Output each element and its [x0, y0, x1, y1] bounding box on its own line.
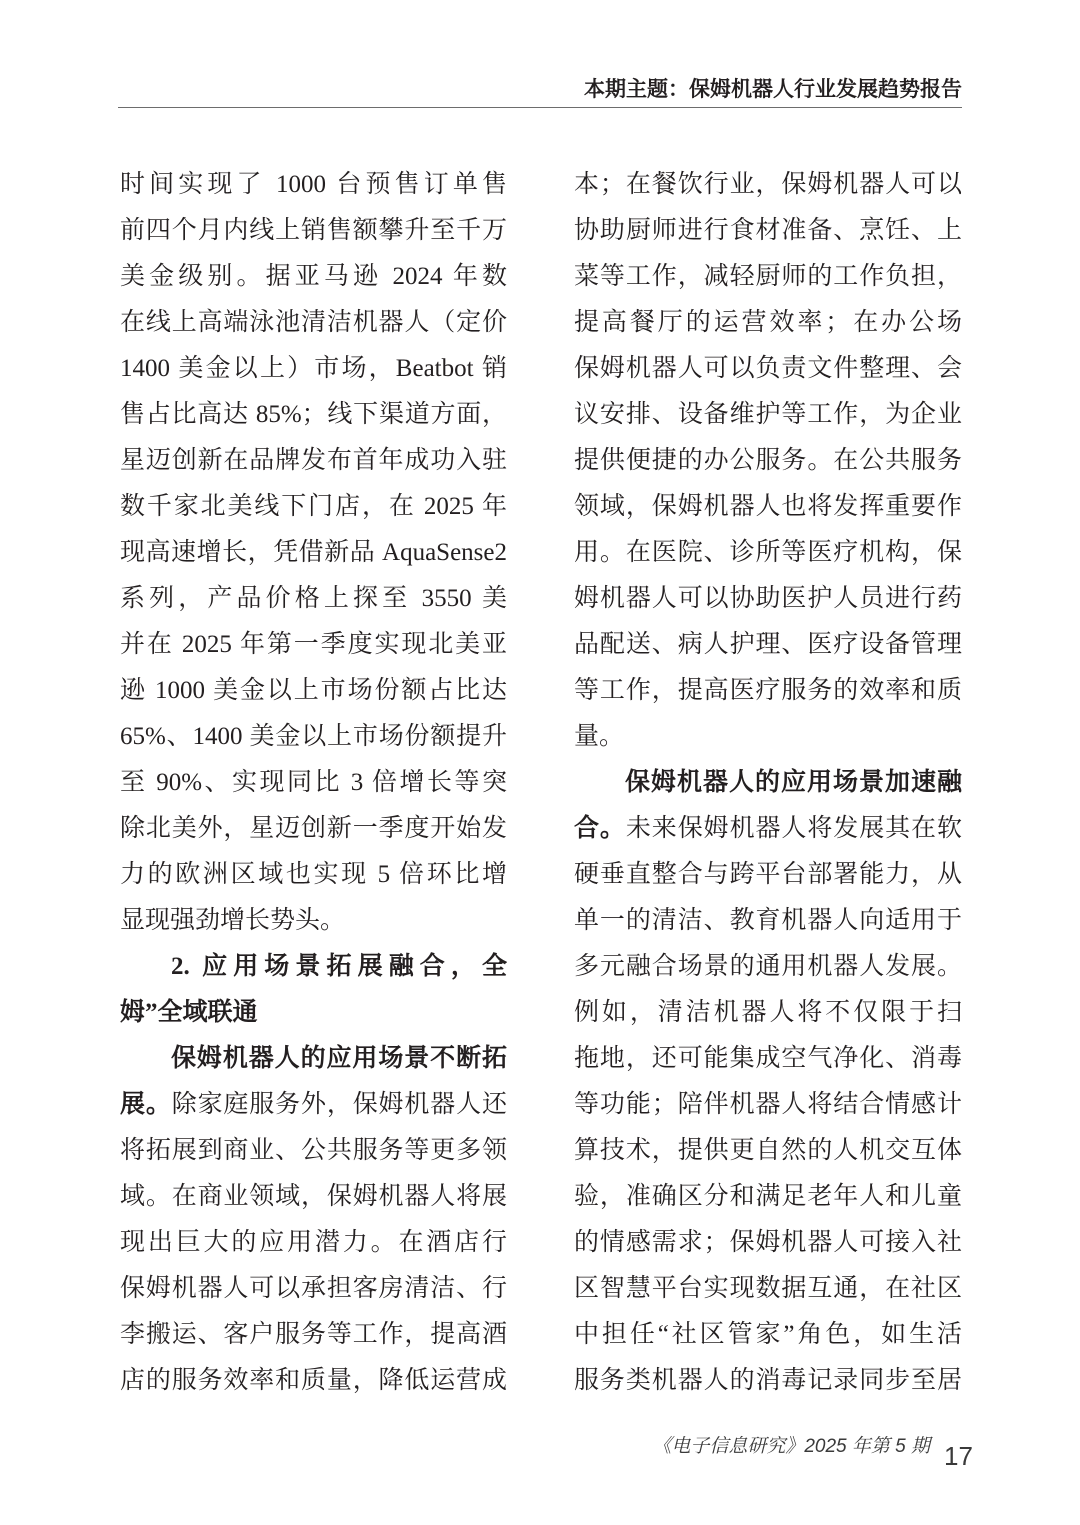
text-run: 将拓展到商业、公共服务等更多领: [120, 1137, 507, 1164]
text-run: 中担任“社区管家”角色，如生活: [574, 1321, 962, 1348]
text-line: [120, 1036, 507, 1082]
text-line: [574, 1266, 962, 1312]
text-line: [120, 484, 507, 530]
header-divider: [118, 107, 962, 108]
text-line: [120, 530, 507, 576]
text-run: 单一的清洁、教育机器人向适用于: [574, 907, 962, 934]
text-run: 前四个月内线上销售额攀升至千万: [120, 217, 507, 244]
text-run: 系列，产品价格上探至 3550 美: [120, 585, 507, 612]
text-line: [574, 760, 962, 806]
text-line: [574, 898, 962, 944]
text-run: 本；在餐饮行业，保姆机器人可以: [574, 171, 962, 198]
text-run: 星迈创新在品牌发布首年成功入驻: [120, 447, 507, 474]
right-text-column: [574, 162, 962, 1404]
text-line: [120, 944, 507, 990]
text-run: 用。在医院、诊所等医疗机构，保: [574, 539, 962, 566]
text-line: [120, 346, 507, 392]
text-run: 提高餐厅的运营效率；在办公场: [574, 309, 962, 336]
text-run: 除北美外，星迈创新一季度开始发: [120, 815, 507, 842]
text-line: [574, 852, 962, 898]
text-run: 领域，保姆机器人也将发挥重要作: [574, 493, 962, 520]
text-line: [574, 530, 962, 576]
text-line: [574, 438, 962, 484]
text-run: 店的服务效率和质量，降低运营成: [120, 1367, 507, 1394]
text-line: [120, 760, 507, 806]
text-run: 例如，清洁机器人将不仅限于扫: [574, 999, 962, 1026]
text-line: [120, 622, 507, 668]
text-run: 显现强劲增长势头。: [120, 907, 346, 934]
text-line: [574, 944, 962, 990]
text-run: 李搬运、客户服务等工作，提高酒: [120, 1321, 507, 1348]
text-run: 议安排、设备维护等工作，为企业: [574, 401, 962, 428]
text-line: [120, 392, 507, 438]
text-line: [574, 1082, 962, 1128]
text-line: [120, 1358, 507, 1404]
text-line: [574, 1358, 962, 1404]
text-run: 保姆机器人可以负责文件整理、会: [574, 355, 962, 382]
text-line: [120, 898, 507, 944]
bold-text-run: 2. 应用场景拓展融合，全: [171, 953, 507, 980]
text-run: 在线上高端泳池清洁机器人（定价: [120, 309, 507, 336]
text-line: [120, 438, 507, 484]
text-run: 65%、1400 美金以上市场份额提升: [120, 723, 507, 750]
text-run: 协助厨师进行食材准备、烹饪、上: [574, 217, 962, 244]
text-line: [574, 1220, 962, 1266]
text-line: [574, 392, 962, 438]
text-line: [574, 300, 962, 346]
text-line: [120, 1220, 507, 1266]
text-line: [574, 1128, 962, 1174]
text-line: [574, 806, 962, 852]
text-run: 域。在商业领域，保姆机器人将展: [120, 1183, 507, 1210]
text-line: [120, 1312, 507, 1358]
text-line: [574, 1036, 962, 1082]
text-run: 等工作，提高医疗服务的效率和质: [574, 677, 962, 704]
text-run: 菜等工作，减轻厨师的工作负担，: [574, 263, 962, 290]
text-run: 数千家北美线下门店，在 2025 年: [120, 493, 507, 520]
text-line: [120, 990, 507, 1036]
text-line: [574, 1312, 962, 1358]
text-line: [120, 208, 507, 254]
text-line: [120, 668, 507, 714]
journal-issue-footer: 《电子信息研究》2025 年第 5 期: [652, 1436, 930, 1457]
text-run: 1400 美金以上）市场，Beatbot 销: [120, 355, 507, 382]
text-line: [120, 1174, 507, 1220]
text-run: 服务类机器人的消毒记录同步至居: [574, 1367, 962, 1394]
text-run: 的情感需求；保姆机器人可接入社: [574, 1229, 962, 1256]
text-run: 并在 2025 年第一季度实现北美亚: [120, 631, 507, 658]
text-run: 姆机器人可以协助医护人员进行药: [574, 585, 962, 612]
text-run: 逊 1000 美金以上市场份额占比达: [120, 677, 507, 704]
text-line: [120, 714, 507, 760]
text-run: 多元融合场景的通用机器人发展。: [574, 953, 962, 980]
text-run: 区智慧平台实现数据互通，在社区: [574, 1275, 962, 1302]
text-run: 品配送、病人护理、医疗设备管理: [574, 631, 962, 658]
text-run: 美金级别。据亚马逊 2024 年数: [120, 263, 507, 290]
text-line: [574, 162, 962, 208]
bold-text-run: 展。: [120, 1091, 172, 1118]
text-run: 未来保姆机器人将发展其在软: [625, 815, 962, 842]
left-text-column: [120, 162, 507, 1404]
running-header-title: 本期主题：保姆机器人行业发展趋势报告: [584, 78, 962, 101]
text-line: [574, 714, 962, 760]
text-line: [120, 576, 507, 622]
text-line: [120, 1128, 507, 1174]
text-run: 力的欧洲区域也实现 5 倍环比增: [120, 861, 507, 888]
page-number: 17: [944, 1441, 973, 1471]
text-run: 现高速增长，凭借新品 AquaSense2: [120, 539, 507, 566]
text-run: 拖地，还可能集成空气净化、消毒: [574, 1045, 962, 1072]
text-line: [574, 484, 962, 530]
text-run: 算技术，提供更自然的人机交互体: [574, 1137, 962, 1164]
text-line: [120, 806, 507, 852]
text-run: 售占比高达 85%；线下渠道方面，: [120, 401, 507, 428]
text-line: [574, 668, 962, 714]
bold-text-run: 合。: [574, 815, 626, 842]
text-line: [120, 852, 507, 898]
bold-text-run: 保姆机器人的应用场景加速融: [625, 769, 962, 796]
bold-text-run: 姆”全域联通: [120, 999, 258, 1026]
text-run: 现出巨大的应用潜力。在酒店行: [120, 1229, 507, 1256]
text-line: [120, 1266, 507, 1312]
text-run: 保姆机器人可以承担客房清洁、行: [120, 1275, 507, 1302]
text-run: 量。: [574, 723, 625, 750]
text-run: 时间实现了 1000 台预售订单售: [120, 171, 507, 198]
text-line: [574, 622, 962, 668]
text-line: [574, 576, 962, 622]
bold-text-run: 保姆机器人的应用场景不断拓: [171, 1045, 507, 1072]
text-line: [120, 300, 507, 346]
text-line: [574, 254, 962, 300]
text-line: [120, 162, 507, 208]
text-run: 提供便捷的办公服务。在公共服务: [574, 447, 962, 474]
text-run: 除家庭服务外，保姆机器人还: [171, 1091, 507, 1118]
text-line: [574, 1174, 962, 1220]
text-line: [120, 1082, 507, 1128]
text-line: [574, 346, 962, 392]
text-run: 等功能；陪伴机器人将结合情感计: [574, 1091, 962, 1118]
text-run: 至 90%、实现同比 3 倍增长等突: [120, 769, 507, 796]
text-line: [574, 208, 962, 254]
text-line: [120, 254, 507, 300]
text-run: 验，准确区分和满足老年人和儿童: [574, 1183, 962, 1210]
text-line: [574, 990, 962, 1036]
text-run: 硬垂直整合与跨平台部署能力，从: [574, 861, 962, 888]
